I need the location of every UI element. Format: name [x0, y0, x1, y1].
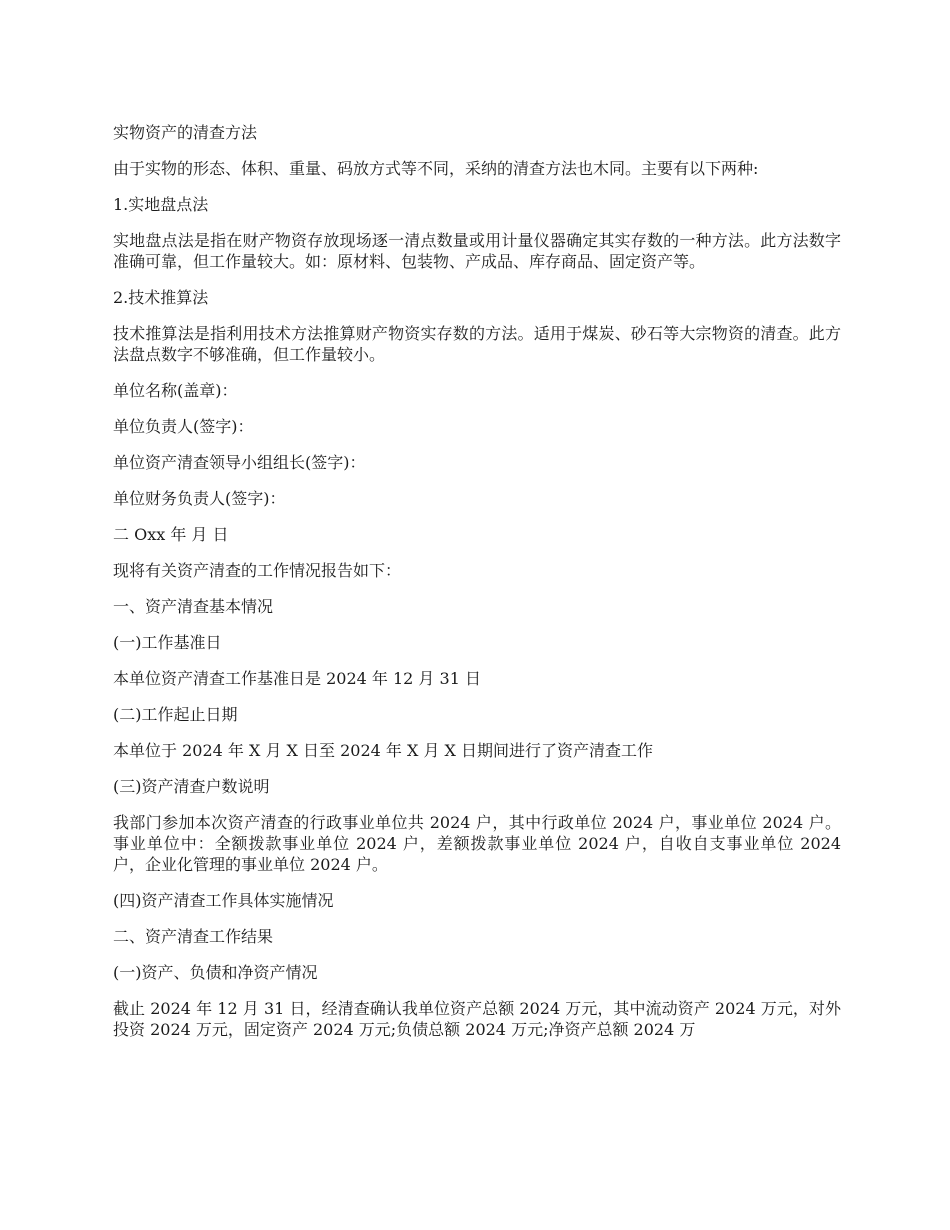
intro-paragraph: 由于实物的形态、体积、重量、码放方式等不同，采纳的清查方法也木同。主要有以下两种:: [113, 159, 759, 178]
form-line-group-leader: 单位资产清查领导小组组长(签字)：: [113, 453, 366, 472]
report-intro: 现将有关资产清查的工作情况报告如下：: [113, 561, 402, 580]
body-paragraph: 本单位资产清查工作基准日是 2024 年 12 月 31 日: [113, 669, 481, 688]
document-title: 实物资产的清查方法: [113, 123, 258, 142]
subsection-heading: (二)工作起止日期: [113, 705, 238, 724]
form-line-unit-name: 单位名称(盖章)：: [113, 381, 238, 400]
subsection-heading: (四)资产清查工作具体实施情况: [113, 891, 334, 910]
subsection-heading: (一)工作基准日: [113, 633, 222, 652]
body-paragraph: 截止 2024 年 12 月 31 日，经清查确认我单位资产总额 2024 万元，其中流动资产 2024 万元，对外投资 2024 万元，固定资产 2024 万元;负债总额 2024 万元;净资产总额 2024 万: [113, 999, 841, 1039]
subsection-heading: (一)资产、负债和净资产情况: [113, 963, 318, 982]
section-heading: 二、资产清查工作结果: [113, 927, 274, 946]
body-paragraph: 我部门参加本次资产清查的行政事业单位共 2024 户，其中行政单位 2024 户，事业单位 2024 户。事业单位中：全额拨款事业单位 2024 户，差额拨款事业单位 2024 户，自收自支事业单位 2024 户，企业化管理的事业单位 2024 户。: [113, 813, 841, 874]
form-line-unit-head: 单位负责人(签字)：: [113, 417, 254, 436]
section-heading: 1.实地盘点法: [113, 195, 209, 214]
body-paragraph: 技术推算法是指利用技术方法推算财产物资实存数的方法。适用于煤炭、砂石等大宗物资的清查。此方法盘点数字不够准确，但工作量较小。: [113, 324, 841, 364]
date-line: 二 Oxx 年 月 日: [113, 525, 229, 544]
body-paragraph: 本单位于 2024 年 X 月 X 日至 2024 年 X 月 X 日期间进行了资产清查工作: [113, 741, 654, 760]
subsection-heading: (三)资产清查户数说明: [113, 777, 270, 796]
document-page: [113, 122, 841, 1055]
body-paragraph: 实地盘点法是指在财产物资存放现场逐一清点数量或用计量仪器确定其实存数的一种方法。此方法数字准确可靠，但工作量较大。如：原材料、包装物、产成品、库存商品、固定资产等。: [113, 231, 841, 271]
form-line-finance-head: 单位财务负责人(签字)：: [113, 489, 286, 508]
section-heading: 一、资产清查基本情况: [113, 597, 274, 616]
section-heading: 2.技术推算法: [113, 288, 209, 307]
